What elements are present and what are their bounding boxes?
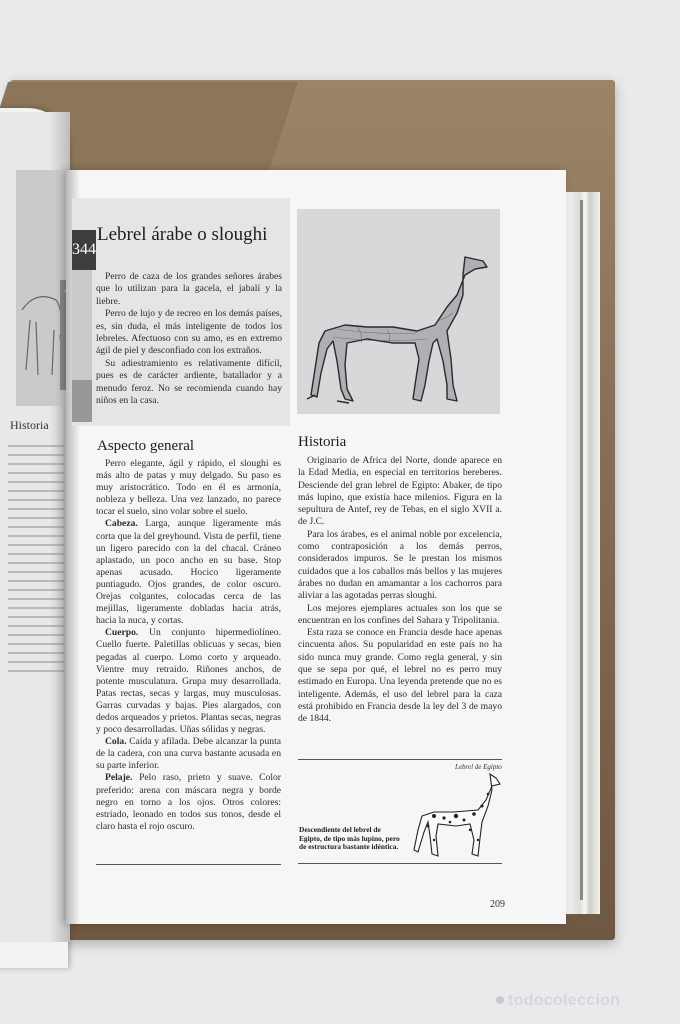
egyptian-greyhound-illustration (404, 770, 514, 867)
egyptian-greyhound-drawing (404, 770, 514, 862)
aspecto-body (96, 458, 281, 833)
aspecto-text: Perro elegante, ágil y rápido, el sloughi es más alto de patas y muy delgado. Su paso es muy aristocrático. Todo en él es armonía, nobleza y belleza. Una vez lanzado, no parece tocar el suelo, sino volar sobre el suelo. (96, 458, 281, 518)
historia-paragraph: Esta raza se conoce en Francia desde hace apenas cincuenta años. Su popularidad en este país no ha sido nunca muy grande. Como regla general, y sin que se sepa por qué, el lebrel no es perro muy estimado en Europa. Una leyenda pretende que no es inteligente. Además, el uso del lebrel para la caza está prohibido en Francia desde la ley del 3 de mayo de 1844. (298, 627, 502, 725)
aspecto-paragraph (96, 458, 281, 518)
aspecto-label: Cola. (105, 736, 127, 748)
page-edges (566, 192, 600, 914)
left-page-text-lines (8, 445, 64, 679)
figure-bottom-rule (298, 863, 502, 864)
aspecto-paragraph (96, 772, 281, 832)
historia-heading: Historia (298, 434, 347, 450)
historia-paragraph: Para los árabes, es el animal noble por excelencia, como contraposición a los demás perros, considerados impuros. Se le prestan los mismos cuidados que a los caballos más bellos y las mujeres árabes no dudan en amamantar a los cachorros para aliviar a las agotadas perras sloughi. (298, 528, 502, 602)
page-number: 209 (490, 899, 505, 910)
intro-paragraph: Su adiestramiento es relativamente difícil, pues es de carácter ardiente, batallador y a menudo feroz. No se recomienda cuando hay niños en la casa. (96, 357, 282, 407)
aspecto-paragraph (96, 518, 281, 627)
aspecto-heading: Aspecto general (97, 438, 195, 454)
aspecto-text: Pelo raso, prieto y suave. Color preferido: arena con máscara negra y borde negro en torno a los ojos. Otros colores: estriado, leonado en todos sus tonos, desde el claro hasta el rojo oscuro. (96, 772, 281, 832)
entry-intro (96, 271, 282, 407)
aspecto-text: Un conjunto hipermediolíneo. Cuello fuerte. Paletillas oblicuas y secas, bien pegadas al cuerpo. Lomo corto y arqueado. Vientre muy retraído. Riñones anchos, de potente musculatura. Grupa muy desarrollada. Patas rectas, secas y largas, muy musculosas. Garras curvadas y bajas. Pies alargados, con dedos arqueados y prietos. Plantas secas, negras y poco desarrolladas. Uñas sólidas y negras. (96, 627, 281, 736)
watermark-dot-icon (496, 996, 504, 1004)
entry-title: Lebrel árabe o sloughi (97, 224, 268, 245)
column-bottom-rule (96, 864, 281, 865)
entry-side-marker (72, 380, 92, 422)
intro-paragraph: Perro de caza de los grandes señores árabes que lo utilizan para la gacela, el jabalí y la liebre. (96, 271, 282, 307)
page-edge-line (580, 200, 583, 900)
aspecto-label: Cuerpo. (105, 627, 139, 639)
aspecto-label: Pelaje. (105, 772, 133, 784)
sloughi-drawing (297, 209, 500, 414)
aspecto-text: Larga, aunque ligeramente más corta que la del greyhound. Vista de perfil, tiene un ligero parecido con la del chacal. Cráneo aplastado, un poco ancho en su base. Stop apenas acusado. Hocico ligeramente puntiagudo. Ojos grandes, de color oscuro. Orejas colgantes, colocadas cerca de las mejillas, ligeramente dobladas hacia atrás, hacia la nuca, y cortas. (96, 518, 281, 627)
figure-top-rule (298, 759, 502, 760)
sloughi-illustration (297, 209, 500, 414)
entry-number: 344 (72, 230, 96, 270)
historia-paragraph: Originario de Africa del Norte, donde aparece en la Edad Media, en especial en territorios bereberes. Desciende del gran lebrel de Egipto: Abaker, de tipo más lupino, que existía hace milenios. Figura en la sepultura de Antef, rey de Tebas, en el siglo XVII a. de J.C. (298, 455, 502, 528)
aspecto-label: Cabeza. (105, 518, 138, 530)
figure-caption: Descendiente del lebrel de Egipto, de tipo más lupino, pero de estructura bastante idéntica. (299, 825, 400, 852)
watermark-brand: todocoleccion (508, 992, 621, 1009)
figure-label: Lebrel de Egipto (455, 763, 502, 771)
aspecto-text: Caída y afilada. Debe alcanzar la punta de la cadera, con una curva bastante acusada en su parte inferior. (96, 736, 281, 772)
aspecto-paragraph (96, 736, 281, 772)
intro-paragraph: Perro de lujo y de recreo en los demás países, es, sin duda, el más inteligente de todos los lebreles. Afectuoso con su amo, es en extremo ágil de piel y desconfiado con los extraños. (96, 308, 282, 357)
left-page-heading: Historia (10, 418, 49, 432)
historia-paragraph: Los mejores ejemplares actuales son los que se encuentran en los confines del Sahara y Tripolitania. (298, 602, 502, 626)
aspecto-paragraph (96, 627, 281, 736)
watermark-logo (496, 992, 620, 1010)
historia-body (298, 455, 502, 726)
